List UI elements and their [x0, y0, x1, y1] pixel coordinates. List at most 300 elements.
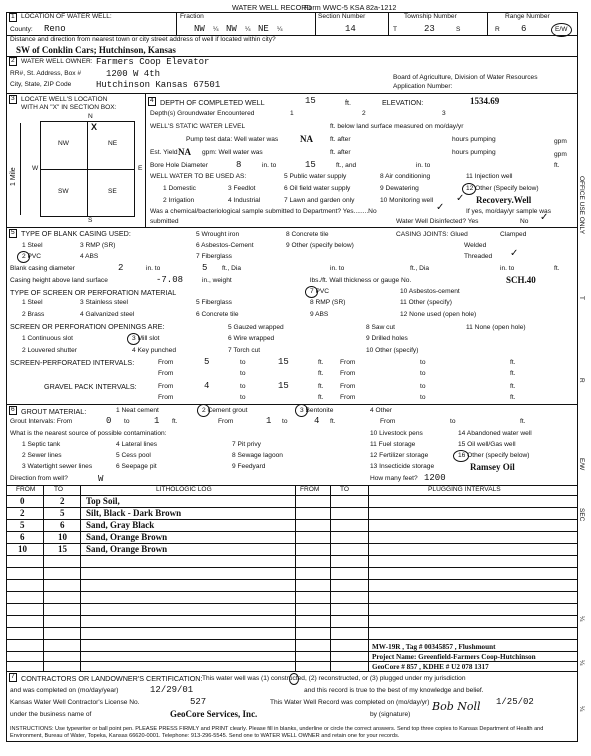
opening-1[interactable]: 1 Continuous slot: [22, 335, 73, 342]
contam-13[interactable]: 13 Insecticide storage: [370, 463, 435, 470]
pump-value[interactable]: NA: [300, 134, 313, 144]
screen-8[interactable]: 8 RMP (SR): [310, 299, 346, 306]
grout-ft: ft.: [172, 418, 178, 425]
contam-12[interactable]: 12 Fertilizer storage: [370, 452, 429, 459]
range-label: Range Number: [505, 13, 550, 20]
use-12[interactable]: 12 Other (Specify below): [466, 185, 539, 192]
range-prefix: R: [495, 26, 500, 33]
section-box-divider-h: [40, 169, 135, 170]
application-number-label: Application Number:: [393, 83, 453, 90]
log-row-rule: [6, 567, 578, 568]
contam-16-circle: [453, 450, 469, 462]
spi-from-label-2: From: [340, 359, 356, 366]
range-ew: E/W: [555, 26, 568, 33]
section-3-number: 3: [11, 95, 15, 102]
chem-sample-text-2: If yes, mo/day/yr sample was: [466, 208, 552, 215]
grout-to-label-3: to: [450, 418, 456, 425]
divider: [176, 13, 177, 35]
license-label: Kansas Water Well Contractor's License No.: [10, 699, 140, 706]
grout-from-value-2[interactable]: 1: [266, 416, 272, 426]
rule: [6, 671, 578, 672]
opening-3[interactable]: 3 Mill slot: [132, 335, 160, 342]
log-row-to: 10: [58, 532, 67, 542]
feet-label: How many feet?: [370, 475, 418, 482]
section-1-number: 1: [11, 13, 15, 20]
casing-height-value[interactable]: -7.08: [156, 275, 184, 285]
side-ew: E/W: [578, 458, 585, 471]
grout-to-value[interactable]: 1: [154, 416, 160, 426]
opening-6[interactable]: 6 Wire wrapped: [228, 335, 275, 342]
contam-9[interactable]: 9 Feedyard: [232, 463, 266, 470]
opening-4[interactable]: 4 Key punched: [132, 347, 176, 354]
opening-7[interactable]: 7 Torch cut: [228, 347, 261, 354]
use-11[interactable]: 11 Injection well: [466, 173, 513, 180]
section-5-number: 5: [11, 229, 15, 236]
opening-5[interactable]: 5 Gauzed wrapped: [228, 324, 284, 331]
quarter-mark: ¼: [213, 26, 219, 33]
locate-label-1: LOCATE WELL'S LOCATION: [21, 96, 108, 103]
use-6[interactable]: 6 Oil field water supply: [284, 185, 351, 192]
opening-11[interactable]: 11 None (open hole): [466, 324, 526, 331]
disinfected-no: No: [520, 218, 529, 225]
yield-after: ft. after: [330, 149, 351, 156]
log-col-divider: [330, 485, 331, 671]
casing-label: TYPE OF BLANK CASING USED:: [21, 229, 131, 238]
township-suffix: S: [456, 26, 461, 33]
side-quarter-3: ¼: [578, 706, 585, 712]
screen-2[interactable]: 2 Brass: [22, 311, 45, 318]
gp-to-value[interactable]: 15: [278, 381, 289, 391]
casing-diameter-value[interactable]: 2: [118, 263, 124, 273]
rule: [6, 93, 578, 94]
casing-3[interactable]: 3 RMP (SR): [80, 242, 116, 249]
certification-label: CONTRACTORS OR LANDOWNER'S CERTIFICATION:: [21, 674, 203, 683]
spi-from-value[interactable]: 5: [204, 357, 210, 367]
gw-1: 1: [290, 110, 294, 117]
certification-text-2: and this record is true to the best of my knowledge and belief.: [304, 687, 484, 694]
contam-1[interactable]: 1 Septic tank: [22, 441, 61, 448]
screen-11[interactable]: 11 Other (specify): [400, 299, 452, 306]
gp-to-label-4: to: [420, 394, 426, 401]
gp-ft-3: ft.: [318, 394, 324, 401]
contamination-label: What is the nearest source of possible contamination:: [10, 430, 167, 437]
geocore-note: GeoCore # 857 , KDHE # U2 078 1317: [372, 663, 489, 671]
contam-6[interactable]: 6 Seepage pit: [116, 463, 157, 470]
ft-label: ft.: [345, 98, 351, 107]
contam-2[interactable]: 2 Sewer lines: [22, 452, 62, 459]
side-r: R: [578, 378, 585, 383]
locate-label-2: WITH AN "X" IN SECTION BOX:: [21, 104, 117, 111]
depth-label: DEPTH OF COMPLETED WELL: [160, 98, 265, 107]
gp-from-label-4: From: [340, 394, 356, 401]
township-label: Township Number: [404, 13, 457, 20]
static-level-label: WELL'S STATIC WATER LEVEL: [150, 123, 246, 130]
joints-label: CASING JOINTS: Glued: [396, 231, 468, 238]
section-2-number: 2: [11, 57, 15, 64]
joints-threaded: Threaded: [464, 253, 493, 260]
gp-to-label-3: to: [240, 394, 246, 401]
screen-5[interactable]: 5 Fiberglass: [196, 299, 232, 306]
contam-4[interactable]: 4 Lateral lines: [116, 441, 158, 448]
log-row-to: 15: [58, 544, 67, 554]
casing-7[interactable]: 7 Fiberglass: [196, 253, 232, 260]
pump-after: ft. after: [330, 136, 351, 143]
bore-in: in. to: [416, 162, 431, 169]
address-label: RR#, St. Address, Box #: [10, 70, 82, 77]
distance-label: Distance and direction from nearest town or city street address of well if located within city?: [10, 36, 276, 43]
opening-8[interactable]: 8 Saw cut: [366, 324, 395, 331]
casing-weight-label: in., weight: [202, 277, 232, 284]
log-row-rule: [6, 651, 578, 652]
casing-in-to: in. to: [146, 265, 161, 272]
log-plug-header: PLUGGING INTERVALS: [428, 486, 501, 493]
form-title: WATER WELL RECORD: [232, 3, 312, 12]
gravel-pack-label: GRAVEL PACK INTERVALS:: [44, 382, 137, 391]
casing-9[interactable]: 9 Other (specify below): [286, 242, 354, 249]
check-mark-icon: ✓: [436, 202, 445, 213]
county-label: County:: [10, 26, 33, 33]
rule: [6, 56, 578, 57]
county-value[interactable]: Reno: [44, 24, 66, 34]
range-value[interactable]: 6: [521, 24, 527, 34]
log-row-rule: [6, 579, 578, 580]
record-completed-label: This Water Well Record was completed on (mo/day/yr): [270, 699, 430, 706]
yield-label: Est. Yield: [150, 149, 178, 156]
log-row-rule: [6, 591, 578, 592]
spi-from-label: From: [158, 359, 174, 366]
casing-gauge-value[interactable]: SCH.40: [506, 275, 536, 285]
quarter-3[interactable]: NE: [258, 24, 269, 34]
casing-dia-2: ft., Dia: [410, 265, 430, 272]
well-location-mark: X: [91, 122, 98, 132]
grout-to-label-2: to: [282, 418, 288, 425]
grout-ft-3: ft.: [520, 418, 526, 425]
section-box-sw: SW: [58, 188, 69, 195]
log-row-from: 0: [20, 496, 25, 506]
grout-2-circle: [197, 404, 210, 417]
address-value[interactable]: 1200 W 4th: [106, 69, 161, 79]
log-col-divider: [80, 485, 81, 671]
spi-to-label-4: to: [420, 370, 426, 377]
screen-10[interactable]: 10 Asbestos-cement: [400, 288, 460, 295]
use-8[interactable]: 8 Air conditioning: [380, 173, 431, 180]
instructions-text: INSTRUCTIONS: Use typewriter or ball point pen. PLEASE PRESS FIRMLY and PRINT clearly. Please fill in blanks, underline or circle the correct answers. Send top three copies to Kansas Department of Health and Environment, Bureau of Water, Topeka, Kansas 66620-0001. Telephone: 913-296-5545. Send one to WATER WELL OWNER and retain one for your records.: [10, 726, 544, 739]
bore-label: Bore Hole Diameter: [150, 162, 208, 169]
casing-height-label: Casing height above land surface: [10, 277, 108, 284]
use-10[interactable]: 10 Monitoring well: [380, 197, 434, 204]
gp-ft: ft.: [318, 383, 324, 390]
section-box-north: N: [88, 113, 93, 120]
grout-intervals-label: Grout Intervals: From: [10, 418, 73, 425]
disinfected-label: Water Well Disinfected? Yes: [396, 218, 479, 225]
screen-9[interactable]: 9 ABS: [310, 311, 329, 318]
side-quarter-2: ¼: [578, 660, 585, 666]
pump-hours: hours pumping: [452, 136, 496, 143]
casing-2[interactable]: 2 PVC: [22, 253, 42, 260]
section-box-west: W: [32, 165, 39, 172]
quarter-1[interactable]: NW: [194, 24, 205, 34]
gp-from-value[interactable]: 4: [204, 381, 210, 391]
joints-clamped: Clamped: [500, 231, 527, 238]
signature-label: by (signature): [370, 711, 411, 718]
contam-7[interactable]: 7 Pit privy: [232, 441, 261, 448]
spi-to-label: to: [240, 359, 246, 366]
spi-to-value[interactable]: 15: [278, 357, 289, 367]
opening-2[interactable]: 2 Louvered shutter: [22, 347, 77, 354]
use-5[interactable]: 5 Public water supply: [284, 173, 347, 180]
grout-ft-2: ft.: [330, 418, 336, 425]
log-row-desc: Silt, Black - Dark Brown: [86, 508, 182, 518]
log-row-desc: Sand, Orange Brown: [86, 532, 168, 542]
side-sec: SEC: [578, 508, 585, 522]
joints-welded: Welded: [464, 242, 487, 249]
section-box-east: E: [138, 165, 143, 172]
log-from-header: FROM: [16, 486, 36, 493]
log-row-from: 10: [18, 544, 27, 554]
yield-gpm-2: gpm: [554, 151, 567, 158]
pump-gpm: gpm: [554, 138, 567, 145]
casing-5[interactable]: 5 Wrought iron: [196, 231, 240, 238]
casing-ft: ft.: [554, 265, 560, 272]
section-4-number: 4: [150, 97, 154, 104]
section-number-label: Section Number: [318, 13, 366, 20]
casing-1[interactable]: 1 Steel: [22, 242, 43, 249]
gp-from-label-2: From: [340, 383, 356, 390]
casing-4[interactable]: 4 ABS: [80, 253, 99, 260]
gp-ft-4: ft.: [510, 394, 516, 401]
distance-value[interactable]: SW of Conklin Cars; Hutchinson, Kansas: [16, 45, 176, 55]
spi-ft-4: ft.: [510, 370, 516, 377]
grout-to-label: to: [124, 418, 130, 425]
check-mark-icon: ✓: [456, 193, 465, 204]
grout-3-circle: [295, 404, 308, 417]
form-number: Form WWC-5: [304, 3, 348, 12]
section-number-value[interactable]: 14: [345, 24, 356, 34]
other-use-value[interactable]: Recovery.Well: [476, 195, 532, 205]
screen-3[interactable]: 3 Stainless steel: [80, 299, 129, 306]
check-mark-icon: ✓: [510, 248, 519, 259]
completed-label: and was completed on (mo/day/year): [10, 687, 119, 694]
grout-1[interactable]: 1 Neat cement: [116, 407, 159, 414]
elevation-value[interactable]: 1534.69: [470, 96, 500, 106]
owner-label: WATER WELL OWNER:: [21, 58, 93, 65]
log-row-from: 2: [20, 508, 25, 518]
screen-12[interactable]: 12 None used (open hole): [400, 311, 477, 318]
log-col-divider: [295, 485, 296, 671]
business-name-value[interactable]: GeoCore Services, Inc.: [170, 709, 258, 719]
use-4[interactable]: 4 Industrial: [228, 197, 261, 204]
contam-16[interactable]: 16 Other (specify below): [458, 452, 530, 459]
business-name-label: under the business name of: [10, 711, 92, 718]
direction-label: Direction from well?: [10, 475, 68, 482]
contam-14[interactable]: 14 Abandoned water well: [458, 430, 532, 437]
log-row-desc: Top Soil,: [86, 496, 120, 506]
gw-2: 2: [362, 110, 366, 117]
static-level-tail: ft. below land surface measured on mo/day/yr: [330, 123, 464, 130]
check-mark-icon: ✓: [540, 212, 549, 223]
license-value[interactable]: 527: [190, 697, 207, 707]
log-from2-header: FROM: [300, 486, 320, 493]
location-label: LOCATION OF WATER WELL:: [21, 13, 112, 20]
contam-8[interactable]: 8 Sewage lagoon: [232, 452, 283, 459]
quarter-2[interactable]: NW: [226, 24, 237, 34]
log-col-divider: [43, 485, 44, 671]
use-label: WELL WATER TO BE USED AS:: [150, 173, 247, 180]
yield-hours: hours pumping: [452, 149, 496, 156]
log-row-rule: [6, 555, 578, 556]
use-9[interactable]: 9 Dewatering: [380, 185, 419, 192]
contam-3[interactable]: 3 Watertight sewer lines: [22, 463, 93, 470]
gp-to-label-2: to: [420, 383, 426, 390]
section-box-nw: NW: [58, 140, 69, 147]
pump-label: Pump test data: Well water was: [186, 136, 279, 143]
screen-7-circle: [305, 286, 318, 298]
bore-and: ft., and: [336, 162, 357, 169]
gp-from-label: From: [158, 383, 174, 390]
bore-ft: ft.: [554, 162, 560, 169]
grout-label: GROUT MATERIAL:: [21, 407, 87, 416]
log-row-rule: [6, 603, 578, 604]
casing-2-circle: [17, 251, 30, 263]
section-7-number: 7: [11, 673, 15, 680]
divider: [487, 13, 488, 35]
completed-date[interactable]: 12/29/01: [150, 685, 194, 695]
yield-value[interactable]: NA: [178, 147, 191, 157]
constructed-circle: [289, 673, 299, 685]
rule: [6, 227, 578, 228]
section-box-se: SE: [108, 188, 117, 195]
use-1[interactable]: 1 Domestic: [163, 185, 196, 192]
direction-value[interactable]: W: [98, 474, 104, 484]
screen-4[interactable]: 4 Galvanized steel: [80, 311, 135, 318]
log-to-header: TO: [54, 486, 64, 493]
log-row-from: 5: [20, 520, 25, 530]
mile-scale: [20, 123, 21, 215]
log-row-from: 6: [20, 532, 25, 542]
casing-8[interactable]: 8 Concrete tile: [286, 231, 329, 238]
depth-value[interactable]: 15: [305, 96, 316, 106]
yield-gpm: gpm: Well water was: [202, 149, 263, 156]
contam-11[interactable]: 11 Fuel storage: [370, 441, 416, 448]
casing-in-to-2: in. to: [330, 265, 345, 272]
spi-ft: ft.: [318, 359, 324, 366]
rule: [6, 404, 578, 405]
gp-from-label-3: From: [158, 394, 174, 401]
township-prefix: T: [393, 26, 398, 33]
screen-7[interactable]: 7 PVC: [310, 288, 330, 295]
grout-4[interactable]: 4 Other: [370, 407, 392, 414]
well-tag-note: MW-19R , Tag # 00345857 , Flushmount: [372, 643, 496, 651]
fraction-label: Fraction: [180, 13, 204, 20]
one-mile-label: 1 Mile: [10, 167, 17, 186]
certification-text: This water well was (1) constructed, (2) reconstructed, or (3) plugged under my jurisdiction: [202, 675, 466, 682]
opening-9[interactable]: 9 Drilled holes: [366, 335, 408, 342]
chem-sample-text: Was a chemical/bacteriological sample submitted to Department? Yes........No: [150, 208, 377, 215]
groundwater-label: Depth(s) Groundwater Encountered: [150, 110, 255, 117]
city-value[interactable]: Hutchinson Kansas 67501: [96, 80, 221, 90]
grout-3[interactable]: 3 Bentonite: [300, 407, 334, 414]
log-row-rule: [6, 627, 578, 628]
opening-10[interactable]: 10 Other (specify): [366, 347, 419, 354]
side-quarter-1: ¼: [578, 616, 585, 622]
gw-3: 3: [442, 110, 446, 117]
use-2[interactable]: 2 Irrigation: [163, 197, 195, 204]
divider: [315, 13, 316, 35]
log-row-desc: Sand, Gray Black: [86, 520, 155, 530]
contam-10[interactable]: 10 Livestock pens: [370, 430, 423, 437]
log-row-rule: [6, 639, 578, 640]
log-row-desc: Sand, Orange Brown: [86, 544, 168, 554]
side-t: T: [578, 296, 585, 300]
divider: [388, 13, 389, 35]
city-label: City, State, ZIP Code: [10, 81, 72, 88]
feet-value[interactable]: 1200: [424, 473, 446, 483]
opening-3-circle: [127, 333, 140, 345]
log-row-rule: [6, 615, 578, 616]
board-text: Board of Agriculture, Division of Water Resources: [393, 74, 538, 81]
casing-to-value[interactable]: 5: [202, 263, 208, 273]
log-row-to: 6: [60, 520, 65, 530]
spi-ft-3: ft.: [318, 370, 324, 377]
spi-to-label-3: to: [240, 370, 246, 377]
signature: Bob Noll: [432, 700, 481, 713]
section-box-south: S: [88, 217, 93, 224]
screen-intervals-label: SCREEN-PERFORATED INTERVALS:: [10, 358, 135, 367]
bore-in-to: in. to: [262, 162, 277, 169]
divider: [145, 94, 146, 227]
record-completed-date[interactable]: 1/25/02: [496, 697, 534, 707]
owner-value[interactable]: Farmers Coop Elevator: [96, 57, 210, 67]
casing-in-to-3: in. to: [500, 265, 515, 272]
office-use-label: OFFICE USE ONLY: [578, 176, 585, 235]
spi-ft-2: ft.: [510, 359, 516, 366]
spi-to-label-2: to: [420, 359, 426, 366]
grout-from-value[interactable]: 0: [106, 416, 112, 426]
log-row-to: 5: [60, 508, 65, 518]
use-7[interactable]: 7 Lawn and garden only: [284, 197, 355, 204]
project-name-note: Project Name: Greenfield-Farmers Coop-Hutchinson: [372, 653, 536, 661]
quarter-mark: ¼: [277, 26, 283, 33]
use-3[interactable]: 3 Feedlot: [228, 185, 256, 192]
grout-from-label-2: From: [218, 418, 234, 425]
casing-6[interactable]: 6 Asbestos-Cement: [196, 242, 254, 249]
section-6-number: 6: [11, 406, 15, 413]
bore-to-value[interactable]: 15: [305, 160, 316, 170]
spi-from-label-3: From: [158, 370, 174, 377]
log-row-to: 2: [60, 496, 65, 506]
section-box-ne: NE: [108, 140, 118, 147]
gp-ft-2: ft.: [510, 383, 516, 390]
ksa-number: KSA 82a-1212: [350, 3, 397, 12]
contam-5[interactable]: 5 Cess pool: [116, 452, 151, 459]
quarter-mark: ¼: [245, 26, 251, 33]
contam-15[interactable]: 15 Oil well/Gas well: [458, 441, 516, 448]
grout-2[interactable]: 2 Cement grout: [202, 407, 248, 414]
gp-to-label: to: [240, 383, 246, 390]
spi-from-label-4: From: [340, 370, 356, 377]
log-to2-header: TO: [340, 486, 350, 493]
bore-value[interactable]: 8: [236, 160, 242, 170]
casing-lbs-label: lbs./ft. Wall thickness or gauge No.: [310, 277, 412, 284]
log-litho-header: LITHOLOGIC LOG: [156, 486, 212, 493]
township-value[interactable]: 23: [424, 24, 435, 34]
grout-to-value-2[interactable]: 4: [314, 416, 320, 426]
openings-label: SCREEN OR PERFORATION OPENINGS ARE:: [10, 322, 165, 331]
log-row-rule: [6, 661, 578, 662]
contam-other-value[interactable]: Ramsey Oil: [470, 462, 515, 472]
screen-6[interactable]: 6 Concrete tile: [196, 311, 239, 318]
screen-1[interactable]: 1 Steel: [22, 299, 43, 306]
